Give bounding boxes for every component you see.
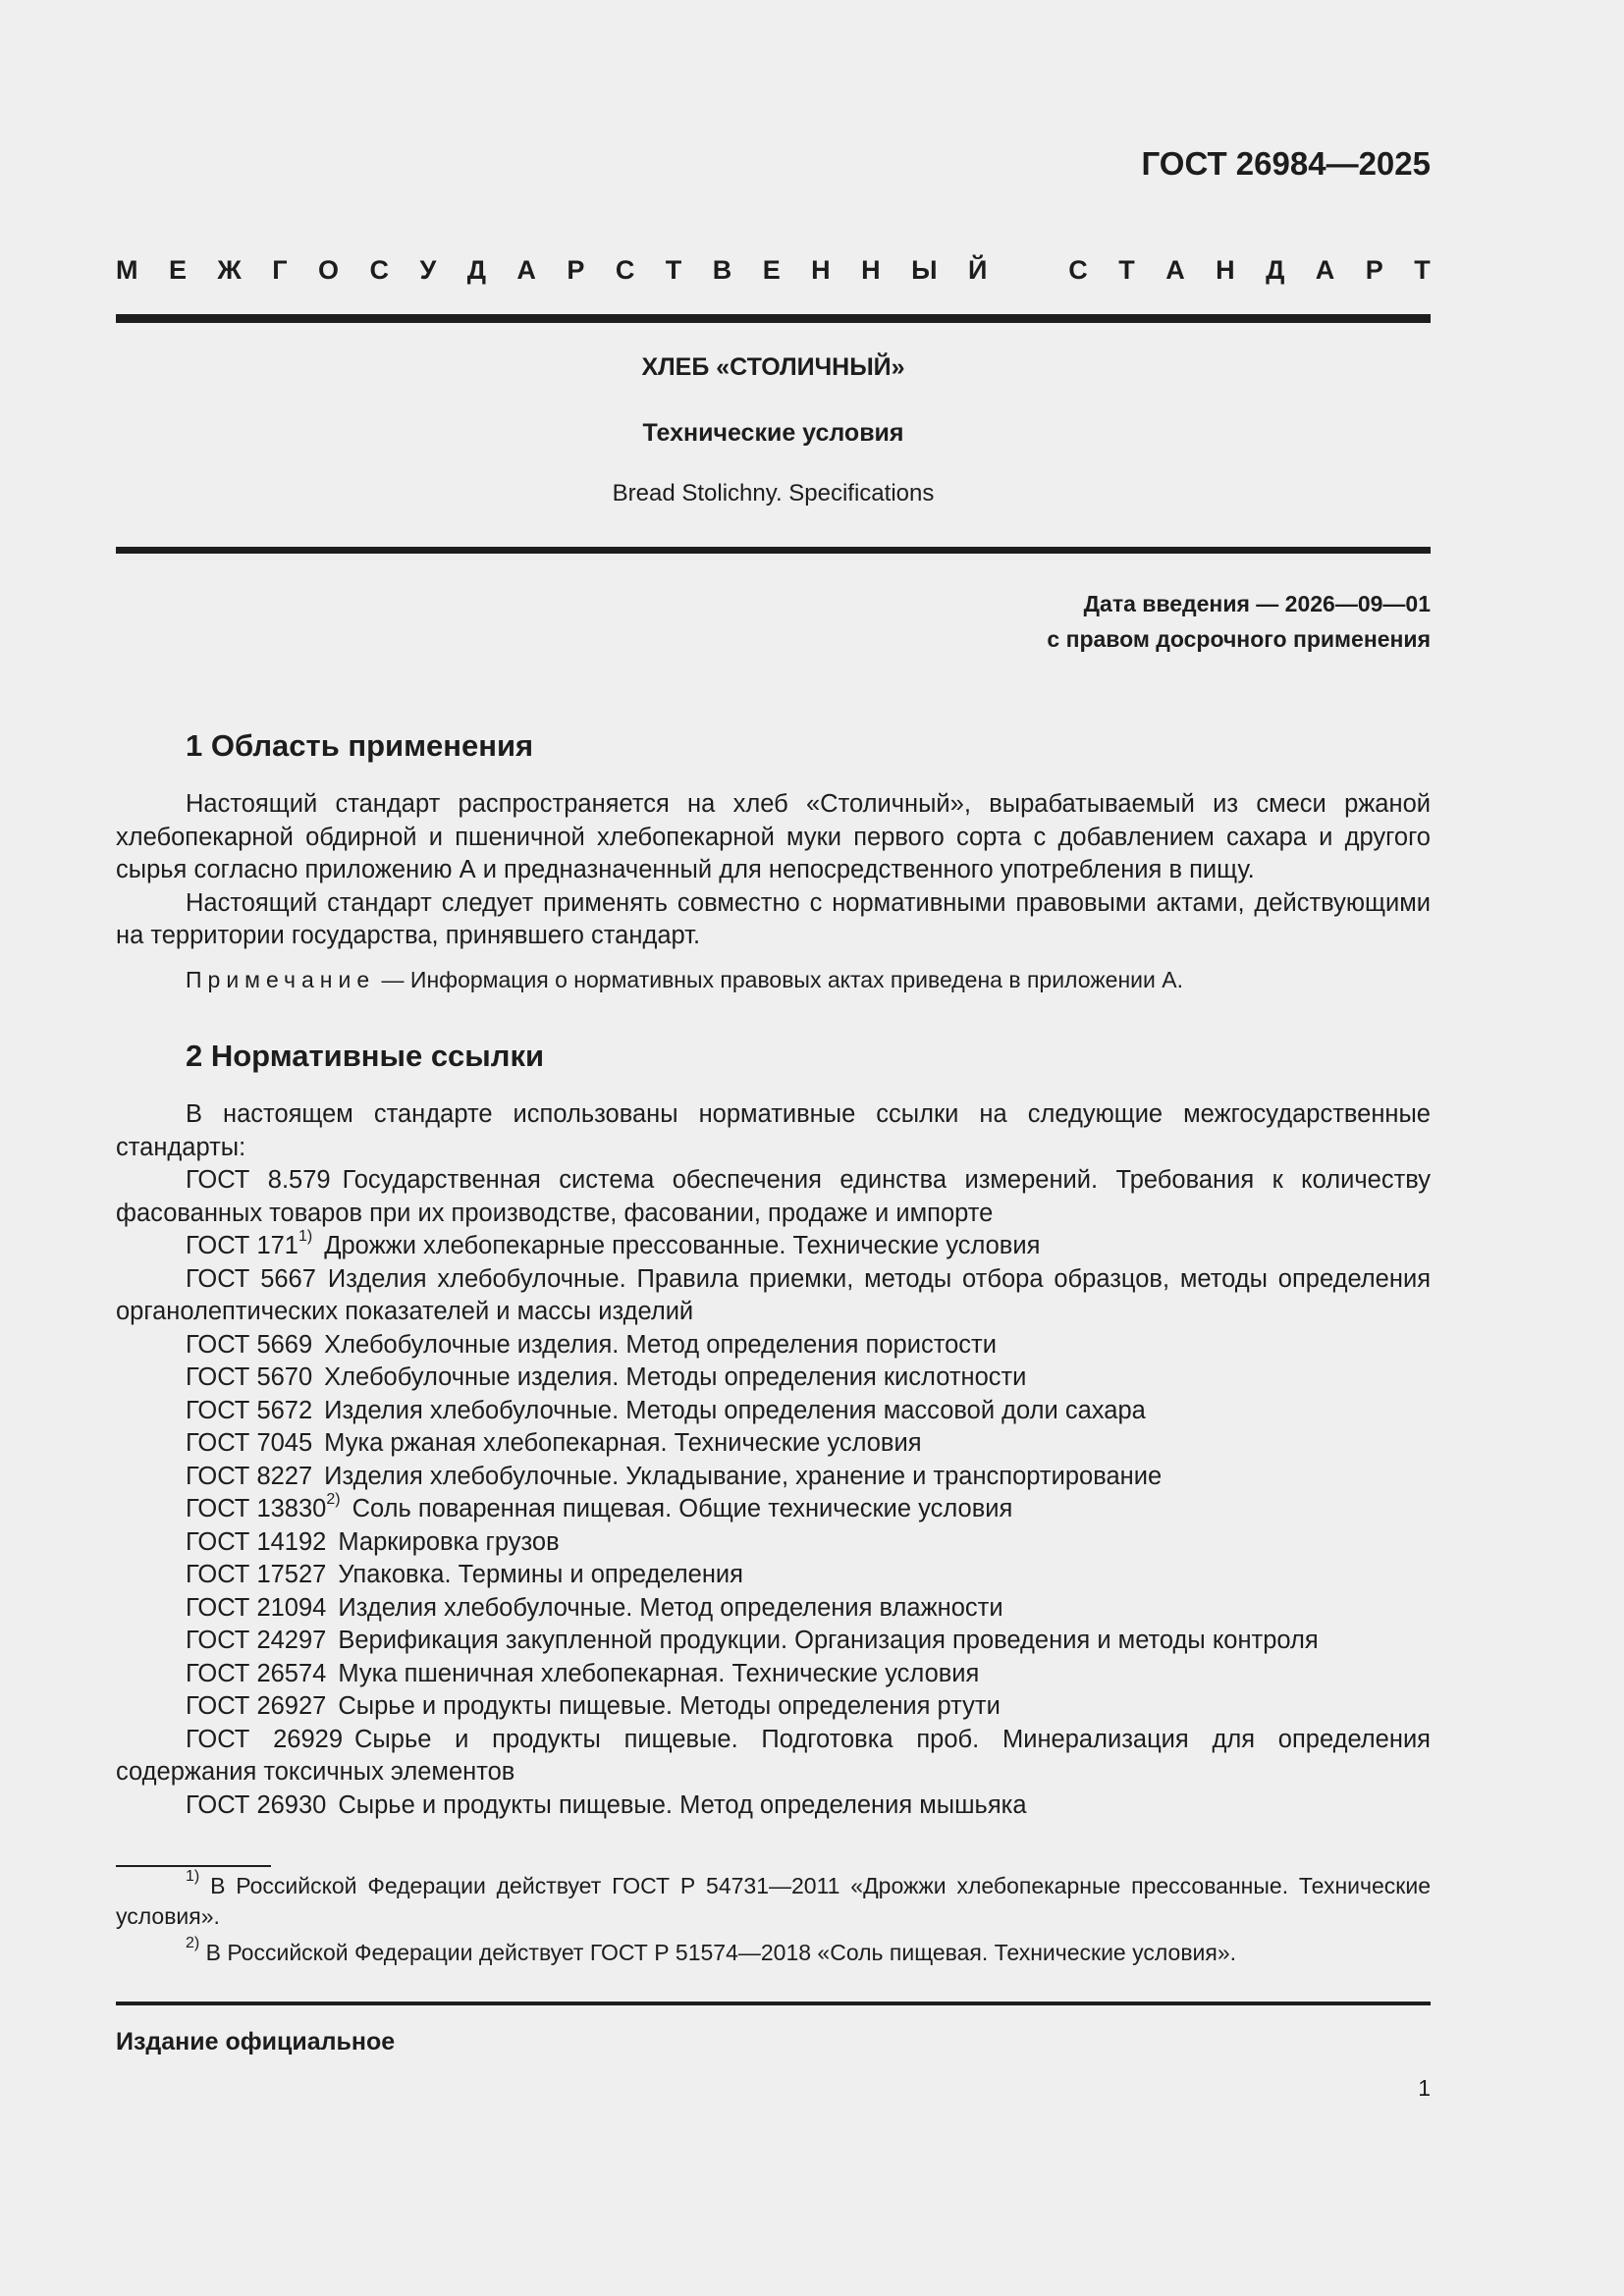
reference-item [116, 1592, 1431, 1626]
standard-type-banner [116, 250, 1431, 290]
banner-letter: Д [1266, 254, 1285, 285]
footnotes [116, 1868, 1431, 1974]
banner-letter: Г [272, 254, 288, 285]
reference-item [116, 1490, 1431, 1526]
reference-title: Изделия хлебобулочные. Укладывание, хранение и транспортирование [324, 1462, 1163, 1490]
reference-item [116, 1559, 1431, 1592]
banner-letter: Й [967, 254, 988, 285]
banner-letter: Р [1365, 254, 1383, 285]
reference-number: ГОСТ 26574 [186, 1659, 327, 1687]
introduction-date [1047, 586, 1431, 657]
note-label: Примечание [186, 967, 376, 992]
section-2-heading: 2 Нормативные ссылки [186, 1039, 545, 1073]
reference-code [186, 1726, 343, 1753]
reference-item [116, 1625, 1431, 1658]
banner-letter: Н [811, 254, 831, 285]
footnote-mark: 1) [186, 1868, 200, 1886]
reference-number: ГОСТ 26929 [186, 1725, 344, 1753]
banner-letter: А [1165, 254, 1185, 285]
reference-title: Хлебобулочные изделия. Метод определения пористости [324, 1330, 997, 1359]
reference-code [186, 1660, 326, 1687]
reference-number: ГОСТ 5667 [186, 1264, 316, 1293]
reference-code [186, 1429, 312, 1457]
reference-title: Дрожжи хлебопекарные прессованные. Технические условия [324, 1232, 1041, 1259]
reference-code [186, 1331, 312, 1359]
page-number: 1 [1418, 2075, 1431, 2101]
reference-title: Изделия хлебобулочные. Методы определения массовой доли сахара [324, 1396, 1146, 1424]
banner-letter: У [419, 254, 437, 285]
footnote-item [116, 1868, 1431, 1932]
document-subtitle: Технические условия [642, 419, 904, 447]
reference-item [116, 1329, 1431, 1362]
banner-letter: С [369, 254, 390, 285]
reference-item [116, 1690, 1431, 1724]
banner-letter: Р [567, 254, 585, 285]
reference-title: Изделия хлебобулочные. Метод определения влажности [338, 1593, 1003, 1622]
reference-number: ГОСТ 17527 [186, 1561, 327, 1588]
reference-item [116, 1227, 1431, 1263]
reference-number: ГОСТ 14192 [186, 1527, 327, 1556]
reference-item [116, 1395, 1431, 1428]
scope-note [186, 967, 1183, 993]
reference-title: Маркировка грузов [338, 1527, 560, 1556]
footnote-mark: 2) [186, 1935, 200, 1952]
gost-number: ГОСТ 26984—2025 [1141, 145, 1431, 182]
banner-letter: Н [1216, 254, 1235, 285]
references-intro: В настоящем стандарте использованы нормативные ссылки на следующие межгосударственные стандарты: [116, 1100, 1431, 1161]
top-divider [116, 314, 1431, 323]
reference-code [186, 1594, 326, 1622]
section-1-heading: 1 Область применения [186, 728, 534, 763]
reference-number: ГОСТ 24297 [186, 1627, 327, 1654]
footnote-item [116, 1935, 1431, 1968]
banner-letter: Н [861, 254, 881, 285]
banner-letter: Т [1118, 254, 1135, 285]
reference-item [116, 1658, 1431, 1691]
note-text: — Информация о нормативных правовых актах приведена в приложении А. [375, 967, 1183, 992]
footnote-marker: 1) [298, 1227, 313, 1245]
reference-item [116, 1427, 1431, 1461]
reference-title: Изделия хлебобулочные. Правила приемки, методы отбора образцов, методы определения органолептических показателей и массы изделий [116, 1264, 1431, 1325]
reference-number: ГОСТ 7045 [186, 1429, 313, 1457]
reference-title: Сырье и продукты пищевые. Методы определения ртути [338, 1692, 1001, 1720]
reference-item [116, 1362, 1431, 1395]
normative-references [116, 1098, 1431, 1822]
reference-code [186, 1561, 326, 1588]
reference-code [186, 1463, 312, 1490]
banner-letter: Е [762, 254, 781, 285]
banner-letter: А [1315, 254, 1335, 285]
reference-number: ГОСТ 5669 [186, 1330, 313, 1359]
reference-code [186, 1627, 326, 1654]
reference-code [186, 1692, 326, 1720]
banner-letter: С [1068, 254, 1088, 285]
reference-title: Сырье и продукты пищевые. Метод определения мышьяка [338, 1790, 1027, 1819]
official-edition-label: Издание официальное [116, 2028, 396, 2056]
reference-code [186, 1791, 326, 1819]
reference-code [186, 1528, 326, 1556]
reference-number: ГОСТ 26930 [186, 1790, 327, 1819]
english-title: Bread Stolichny. Specifications [612, 480, 935, 507]
footnote-text: В Российской Федерации действует ГОСТ Р 51574—2018 «Соль пищевая. Технические условия». [199, 1940, 1237, 1965]
reference-number: ГОСТ 5670 [186, 1363, 313, 1391]
banner-letter: С [615, 254, 635, 285]
reference-code [186, 1397, 312, 1424]
reference-item [116, 1789, 1431, 1823]
reference-number: ГОСТ 21094 [186, 1593, 327, 1622]
reference-item [116, 1724, 1431, 1789]
banner-letter: М [116, 254, 138, 285]
reference-title: Хлебобулочные изделия. Методы определения кислотности [324, 1363, 1027, 1391]
title-divider [116, 547, 1431, 554]
reference-code [186, 1227, 313, 1259]
banner-letter: Ы [911, 254, 938, 285]
footnote-marker: 2) [326, 1490, 341, 1508]
banner-letter: Ж [217, 254, 242, 285]
banner-letter: Т [1414, 254, 1431, 285]
reference-item [116, 1164, 1431, 1230]
early-application-line: с правом досрочного применения [1047, 626, 1431, 652]
reference-number: ГОСТ 8.579 [186, 1166, 331, 1194]
reference-title: Упаковка. Термины и определения [338, 1561, 743, 1588]
reference-title: Соль поваренная пищевая. Общие технические условия [352, 1495, 1013, 1522]
banner-letter: О [318, 254, 340, 285]
reference-number: ГОСТ 26927 [186, 1692, 327, 1720]
reference-title: Мука пшеничная хлебопекарная. Технические условия [338, 1659, 980, 1687]
bottom-divider [116, 2002, 1431, 2005]
reference-code [186, 1265, 316, 1293]
reference-title: Государственная система обеспечения единства измерений. Требования к количеству фасованных товаров при их производстве, фасовании, продаже и импорте [116, 1166, 1431, 1227]
banner-letter: Д [466, 254, 486, 285]
footnote-separator [116, 1865, 271, 1867]
banner-letter: Е [168, 254, 187, 285]
reference-number: ГОСТ 13830 [186, 1495, 327, 1522]
reference-number: ГОСТ 5672 [186, 1396, 313, 1424]
scope-section [116, 788, 1431, 953]
reference-title: Мука ржаная хлебопекарная. Технические условия [324, 1429, 922, 1457]
reference-code [186, 1363, 312, 1391]
reference-title: Верификация закупленной продукции. Организация проведения и методы контроля [338, 1627, 1319, 1654]
reference-item [116, 1461, 1431, 1494]
reference-number: ГОСТ 8227 [186, 1462, 313, 1490]
scope-paragraph-2: Настоящий стандарт следует применять совместно с нормативными правовыми актами, действующими на территории государства, принявшего стандарт. [116, 888, 1431, 949]
reference-number: ГОСТ 171 [186, 1232, 298, 1259]
introduction-date-line: Дата введения — 2026—09—01 [1083, 591, 1431, 616]
banner-letter: В [712, 254, 732, 285]
footnote-text: В Российской Федерации действует ГОСТ Р 54731—2011 «Дрожжи хлебопекарные прессованные. Технические условия». [116, 1873, 1431, 1929]
reference-title: Сырье и продукты пищевые. Подготовка проб. Минерализация для определения содержания токсичных элементов [116, 1725, 1431, 1786]
document-title: ХЛЕБ «СТОЛИЧНЫЙ» [641, 353, 905, 381]
reference-code [186, 1166, 331, 1194]
reference-code [186, 1490, 341, 1522]
reference-item [116, 1263, 1431, 1329]
banner-letter: Т [665, 254, 682, 285]
reference-item [116, 1526, 1431, 1560]
banner-letter: А [516, 254, 536, 285]
scope-paragraph-1: Настоящий стандарт распространяется на хлеб «Столичный», вырабатываемый из смеси ржаной хлебопекарной обдирной и пшеничной хлебопекарной муки первого сорта с добавлением сахара и другого сырья согласно приложению А и предназначенный для непосредственного употребления в пищу. [116, 790, 1431, 883]
